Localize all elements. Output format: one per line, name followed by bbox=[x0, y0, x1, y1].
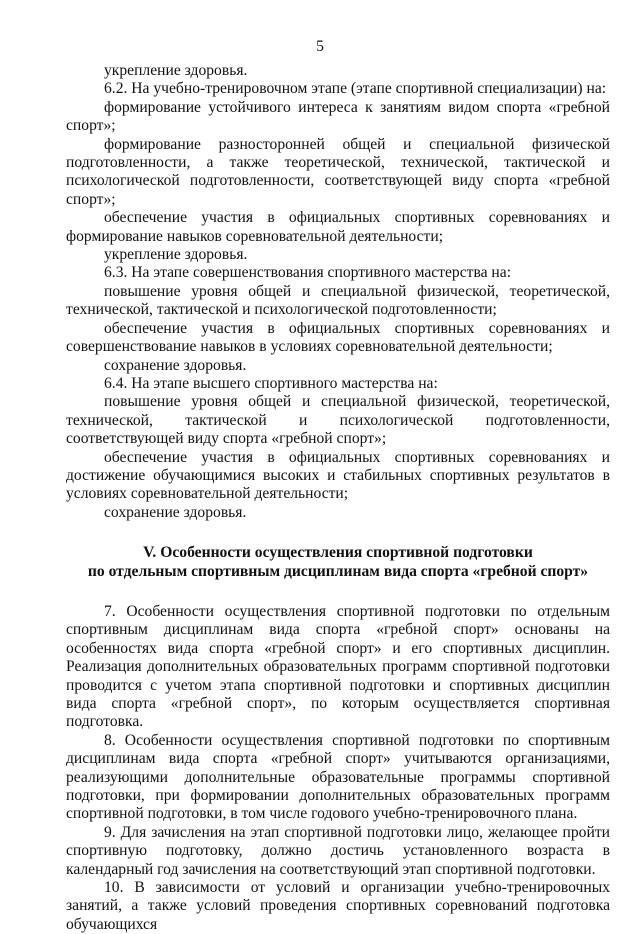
paragraph: укрепление здоровья. bbox=[104, 62, 248, 79]
paragraph: формирование устойчивого интереса к занятиям видом спорта «гребной спорт»; bbox=[66, 98, 610, 135]
paragraph: 6.3. На этапе совершенствования спортивного мастерства на: bbox=[104, 264, 512, 282]
page-number: 5 bbox=[316, 38, 324, 55]
section-heading-line: V. Особенности осуществления спортивной подготовки bbox=[143, 544, 533, 562]
paragraph: сохранение здоровья. bbox=[104, 503, 247, 521]
paragraph: обеспечение участия в официальных спортивных соревнованиях и совершенствование навыков в условиях соревновательной деятельности; bbox=[66, 319, 610, 356]
paragraph: укрепление здоровья. bbox=[104, 246, 248, 264]
paragraph: 9. Для зачисления на этап спортивной подготовки лицо, желающее пройти спортивную подготовку, должно достичь установленного возраста в календарный год зачисления на соответствующий этап спортивной подготовки. bbox=[66, 823, 610, 878]
paragraph: формирование разносторонней общей и специальной физической подготовленности, а также теоретической, технической, тактической и психологической подготовленности, соответствующей виду спорта «гребной спорт»; bbox=[66, 135, 610, 208]
paragraph: 8. Особенности осуществления спортивной подготовки по спортивным дисциплинам вида спорта «гребной спорт» учитываются организациями, реализующими дополнительные образовательные программы спортивной подготовки, при формировании дополнительных образовательных программ спортивной подготовки, в том числе годового учебно-тренировочного плана. bbox=[66, 731, 610, 823]
document-body bbox=[66, 62, 610, 934]
section-heading bbox=[66, 544, 610, 581]
paragraph: обеспечение участия в официальных спортивных соревнованиях и достижение обучающимися высоких и стабильных спортивных результатов в условиях соревновательной деятельности; bbox=[66, 448, 610, 503]
paragraph: сохранение здоровья. bbox=[104, 356, 247, 374]
paragraph: 6.2. На учебно-тренировочном этапе (этапе спортивной специализации) на: bbox=[104, 80, 607, 98]
paragraph: обеспечение участия в официальных спортивных соревнованиях и формирование навыков соревновательной деятельности; bbox=[66, 209, 610, 245]
paragraph: 6.4. На этапе высшего спортивного мастерства на: bbox=[104, 374, 438, 392]
paragraph: 7. Особенности осуществления спортивной подготовки по отдельным спортивным дисциплинам вида спорта «гребной спорт» основаны на особенностях вида спорта «гребной спорт» и его спортивных дисциплин. Реализация дополнительных образовательных программ спортивной подготовки проводится с учетом этапа спортивной подготовки и спортивных дисциплин вида спорта «гребной спорт», по которым осуществляется спортивная подготовка. bbox=[66, 602, 610, 731]
paragraph: повышение уровня общей и специальной физической, теоретической, технической, тактической и психологической подготовленности; bbox=[66, 282, 610, 319]
paragraph: 10. В зависимости от условий и организации учебно-тренировочных занятий, а также условий проведения спортивных соревнований подготовка обучающихся bbox=[66, 879, 610, 933]
section-heading-line: по отдельным спортивным дисциплинам вида спорта «гребной спорт» bbox=[87, 562, 589, 580]
paragraph: повышение уровня общей и специальной физической, теоретической, технической, тактической и психологической подготовленности, соответствующей виду спорта «гребной спорт»; bbox=[66, 393, 610, 448]
